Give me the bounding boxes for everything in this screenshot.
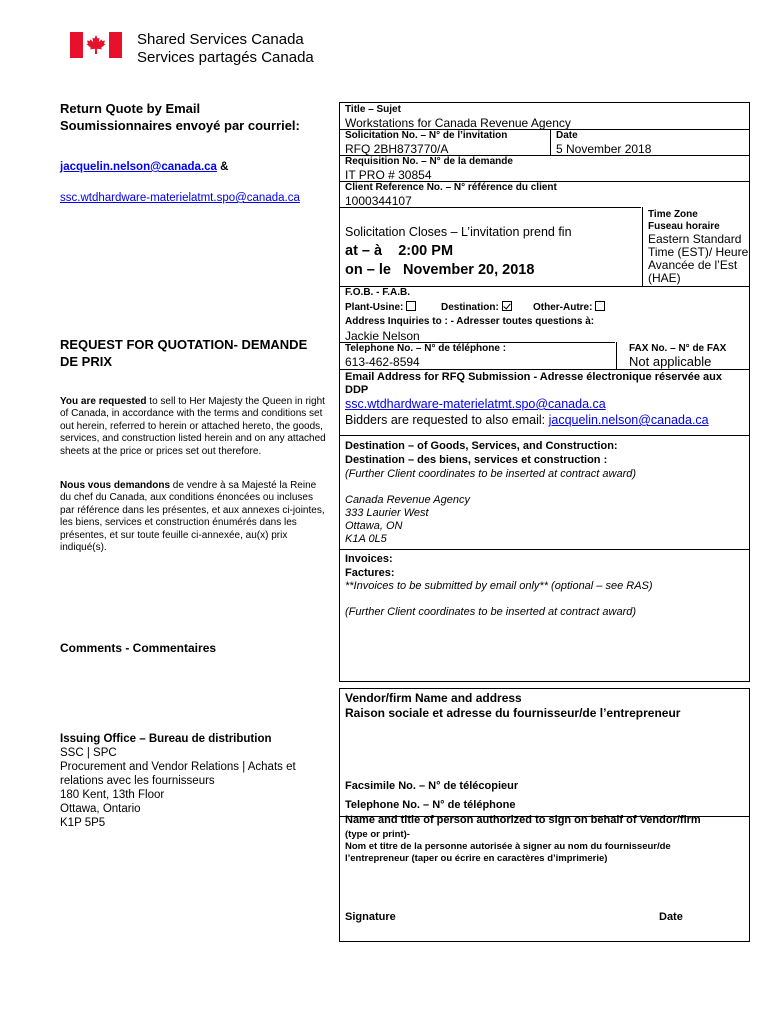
- signature-label: Signature: [345, 911, 396, 923]
- request-paragraph-en: You are requested to sell to Her Majesty the Queen in right of Canada, in accordance with the terms and conditions set out herein, referred to herein or attached hereto, the goods, services, and construction listed herein and on any attached sheets at the price or prices set out therefore.: [60, 396, 326, 457]
- title-value: Workstations for Canada Revenue Agency: [345, 116, 571, 130]
- email-rfq-label-line2: DDP: [345, 384, 369, 396]
- vendor-label-fr: Raison sociale et adresse du fournisseur/de l’entrepreneur: [345, 706, 681, 720]
- return-quote-fr: Soumissionnaires envoyé par courriel:: [60, 118, 300, 133]
- solicitation-closes-label: Solicitation Closes – L’invitation prend fin: [345, 225, 572, 239]
- time-zone-label-fr: Fuseau horaire: [648, 221, 720, 232]
- email-rfq-link[interactable]: ssc.wtdhardware-materielatmt.spo@canada.ca: [345, 397, 606, 411]
- authorized-label: Name and title of person authorized to sign on behalf of Vendor/firm: [345, 814, 701, 826]
- destination-address: Canada Revenue Agency 333 Laurier West Ottawa, ON K1A 0L5: [345, 494, 470, 545]
- plant-option: Plant-Usine:: [345, 301, 416, 313]
- time-zone-value: Eastern Standard Time (EST)/ Heure Avancée de l’Est (HAE): [648, 232, 749, 285]
- date-value: 5 November 2018: [556, 142, 652, 156]
- closing-time: at – à 2:00 PM: [345, 243, 454, 259]
- telephone-label: Telephone No. – N° de téléphone :: [345, 343, 507, 354]
- inquiries-label: Address Inquiries to : - Adresser toutes questions à:: [345, 316, 595, 327]
- request-paragraph-fr: Nous vous demandons de vendre à sa Majesté la Reine du chef du Canada, aux conditions énoncées ou incluses par référence dans les présentes, et aux annexes ci-jointes, les biens, services et construction énumérés dans les présentes, et sur toute feuille ci-annexée, au(x) prix indiqué(s).: [60, 480, 325, 554]
- authorized-sub: (type or print)-: [345, 829, 410, 840]
- client-ref-value: 1000344107: [345, 194, 412, 208]
- vendor-telephone-label: Telephone No. – N° de téléphone: [345, 799, 516, 811]
- email-link-ssc[interactable]: ssc.wtdhardware-materielatmt.spo@canada.ca: [60, 192, 300, 204]
- invoices-note: **Invoices to be submitted by email only** (optional – see RAS): [345, 580, 653, 592]
- issuing-office-address: SSC | SPC Procurement and Vendor Relations | Achats et relations avec les fournisseurs 180 Kent, 13th Floor Ottawa, Ontario K1P 5P5: [60, 747, 296, 829]
- vendor-form: [339, 688, 750, 942]
- title-label: Title – Sujet: [345, 104, 401, 115]
- date-label: Date: [556, 130, 578, 141]
- inquiries-value: Jackie Nelson: [345, 329, 420, 343]
- vendor-label-en: Vendor/firm Name and address: [345, 691, 522, 705]
- destination-label-en: Destination – of Goods, Services, and Construction:: [345, 440, 618, 452]
- bidders-email-link[interactable]: jacquelin.nelson@canada.ca: [548, 413, 709, 427]
- org-name-fr: Services partagés Canada: [137, 49, 314, 66]
- fax-value: Not applicable: [629, 354, 712, 369]
- vendor-date-label: Date: [659, 911, 683, 923]
- authorized-fr-line1: Nom et titre de la personne autorisée à signer au nom du fournisseur/de: [345, 841, 671, 852]
- bidders-note: Bidders are requested to also email: jacquelin.nelson@canada.ca: [345, 413, 709, 427]
- rfq-title-line2: DE PRIX: [60, 354, 113, 369]
- client-ref-label: Client Reference No. – N° référence du client: [345, 182, 557, 193]
- invoices-label-en: Invoices:: [345, 553, 393, 565]
- email-ampersand: &: [220, 161, 229, 173]
- other-checkbox[interactable]: [595, 301, 605, 311]
- other-option: Other-Autre:: [533, 301, 605, 313]
- plant-checkbox[interactable]: [406, 301, 416, 311]
- telephone-value: 613-462-8594: [345, 355, 420, 369]
- facsimile-label: Facsimile No. – N° de télécopieur: [345, 780, 519, 792]
- solicitation-form: [339, 102, 750, 682]
- comments-label: Comments - Commentaires: [60, 641, 217, 655]
- destination-note: (Further Client coordinates to be inserted at contract award): [345, 468, 637, 480]
- canada-flag-icon: [70, 32, 122, 58]
- return-quote-en: Return Quote by Email: [60, 101, 201, 116]
- rfq-title-line1: REQUEST FOR QUOTATION- DEMANDE: [60, 337, 308, 352]
- destination-label-fr: Destination – des biens, services et construction :: [345, 454, 608, 466]
- time-zone-label-en: Time Zone: [648, 209, 698, 220]
- email-link-nelson[interactable]: jacquelin.nelson@canada.ca: [60, 161, 217, 173]
- requisition-value: IT PRO # 30854: [345, 168, 432, 182]
- destination-checkbox[interactable]: [502, 301, 512, 311]
- issuing-office-label: Issuing Office – Bureau de distribution: [60, 733, 272, 745]
- fob-label: F.O.B. - F.A.B.: [345, 287, 410, 298]
- org-name-en: Shared Services Canada: [137, 31, 304, 48]
- solicitation-value: RFQ 2BH873770/A: [345, 142, 449, 156]
- email-rfq-label-line1: Email Address for RFQ Submission - Adresse électronique réservée aux: [345, 371, 722, 383]
- closing-date: on – le November 20, 2018: [345, 262, 535, 278]
- requisition-label: Requisition No. – N° de la demande: [345, 156, 513, 167]
- solicitation-label: Solicitation No. – N° de l’invitation: [345, 130, 508, 141]
- invoices-label-fr: Factures:: [345, 567, 395, 579]
- invoices-note-2: (Further Client coordinates to be inserted at contract award): [345, 606, 637, 618]
- destination-option: Destination:: [441, 301, 512, 313]
- fax-label: FAX No. – N° de FAX: [629, 343, 727, 354]
- authorized-fr-line2: l’entrepreneur (taper ou écrire en caractères d’imprimerie): [345, 853, 608, 864]
